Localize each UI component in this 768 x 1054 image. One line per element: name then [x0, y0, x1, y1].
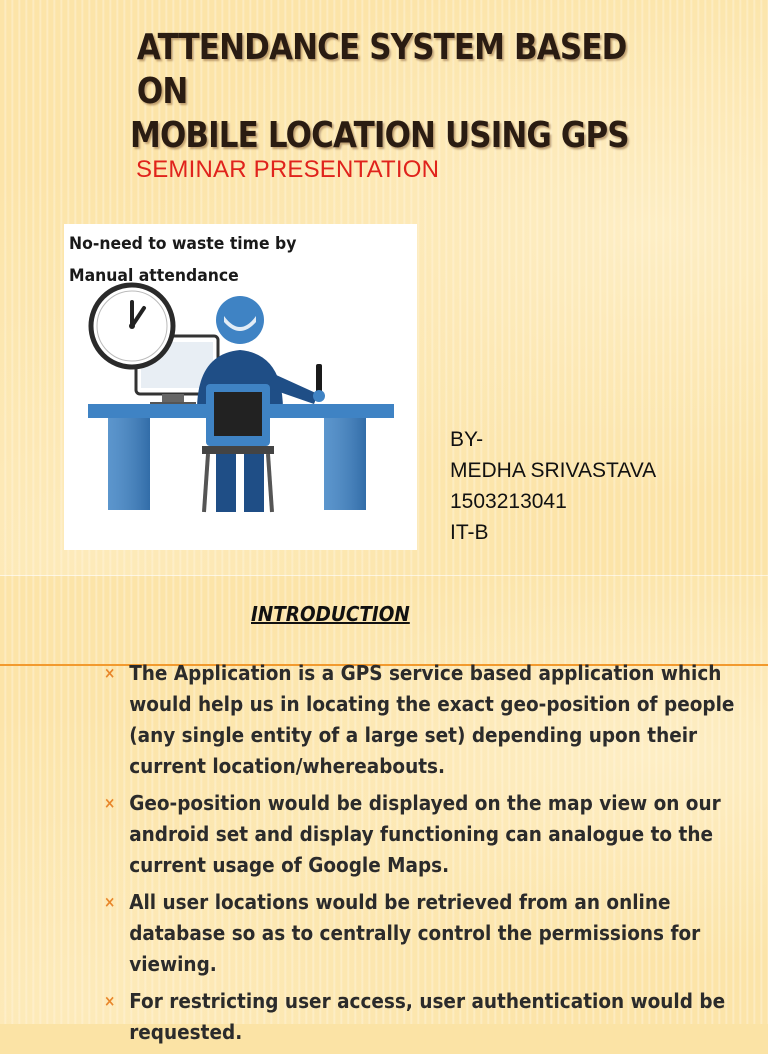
bullet-x-icon: × [104, 893, 116, 911]
bullet-x-icon: × [104, 992, 116, 1010]
illustration-caption [69, 228, 373, 292]
bullet-x-icon: × [104, 664, 116, 682]
slide-title [130, 26, 663, 158]
bullet-text: The Application is a GPS service based application which would help us in locating the exact geo-position of people (any single entity of a large set) depending upon their current location/whereabouts. [129, 661, 735, 778]
slide-title-line-2: MOBILE LOCATION USING GPS [130, 115, 629, 156]
list-item [104, 986, 750, 1048]
by-label: BY- [450, 428, 484, 451]
slide-subtitle: SEMINAR PRESENTATION [136, 156, 440, 183]
list-item [104, 788, 750, 881]
bullet-text: Geo-position would be displayed on the map view on our android set and display functioning can analogue to the current usage of Google Maps. [129, 791, 721, 877]
bullet-text: For restricting user access, user authentication would be requested. [129, 989, 726, 1044]
list-item [104, 887, 750, 980]
clock-icon [91, 285, 173, 367]
illustration-caption-line-2: Manual attendance [69, 266, 239, 286]
slide-title-line-1: ATTENDANCE SYSTEM BASED ON [136, 27, 627, 112]
bullet-x-icon: × [104, 794, 116, 812]
roll-number: 1503213041 [450, 490, 567, 513]
pen-icon [313, 364, 325, 402]
author-block [450, 424, 656, 548]
bullet-text: All user locations would be retrieved from an online database so as to centrally control the permissions for viewing. [129, 890, 701, 976]
introduction-heading: INTRODUCTION [251, 602, 410, 626]
manual-attendance-illustration [64, 224, 417, 550]
introduction-slide [0, 576, 768, 1044]
introduction-bullet-list [104, 658, 744, 1054]
author-name: MEDHA SRIVASTAVA [450, 459, 657, 482]
branch-section: IT-B [450, 521, 489, 544]
list-item [104, 658, 750, 782]
illustration-caption-line-1: No-need to waste time by [69, 234, 297, 254]
